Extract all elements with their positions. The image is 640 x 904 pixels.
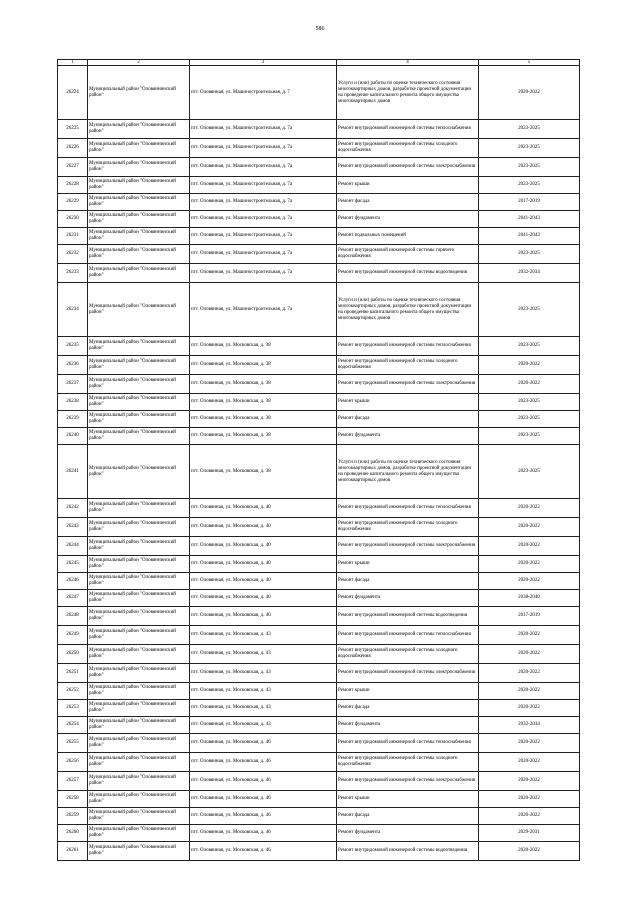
- work-type-cell: Ремонт внутридомовой инженерной системы электроснабжения: [337, 772, 479, 791]
- table-row: [58, 700, 580, 717]
- work-type-cell: Ремонт крыши: [337, 791, 479, 808]
- district-cell: Муниципальный район "Оловяннинский район": [88, 753, 190, 772]
- period-cell: 2023-2025: [479, 120, 580, 139]
- period-cell: 2032-2034: [479, 717, 580, 734]
- district-cell: Муниципальный район "Оловяннинский район": [88, 337, 190, 356]
- district-cell: Муниципальный район "Оловяннинский район": [88, 590, 190, 607]
- table-row: [58, 537, 580, 556]
- table-row: [58, 177, 580, 194]
- table-row: [58, 245, 580, 264]
- table-row: [58, 194, 580, 211]
- work-type-cell: Ремонт внутридомовой инженерной системы водоотведения: [337, 842, 479, 861]
- row-number-cell: 26243: [58, 518, 88, 537]
- row-number-cell: 26259: [58, 808, 88, 825]
- table-row: [58, 645, 580, 664]
- address-cell: пгт. Оловянная, ул. Машиностроительная, д. 7а: [190, 283, 337, 337]
- district-cell: Муниципальный район "Оловяннинский район": [88, 808, 190, 825]
- district-cell: Муниципальный район "Оловяннинский район": [88, 394, 190, 411]
- period-cell: 2017-2019: [479, 194, 580, 211]
- table-row: [58, 356, 580, 375]
- work-type-cell: Ремонт внутридомовой инженерной системы теплоснабжения: [337, 337, 479, 356]
- column-header: 3: [190, 60, 337, 66]
- work-type-cell: Ремонт внутридомовой инженерной системы водоотведения: [337, 264, 479, 283]
- district-cell: Муниципальный район "Оловяннинский район": [88, 283, 190, 337]
- work-type-cell: Ремонт внутридомовой инженерной системы холодного водоснабжения: [337, 139, 479, 158]
- row-number-cell: 26260: [58, 825, 88, 842]
- period-cell: 2020-2022: [479, 573, 580, 590]
- period-cell: 2023-2025: [479, 245, 580, 264]
- period-cell: 2017-2019: [479, 607, 580, 626]
- district-cell: Муниципальный район "Оловяннинский район": [88, 842, 190, 861]
- work-type-cell: Ремонт крыши: [337, 556, 479, 573]
- table-row: [58, 120, 580, 139]
- work-type-cell: Ремонт внутридомовой инженерной системы холодного водоснабжения: [337, 645, 479, 664]
- period-cell: 2020-2022: [479, 518, 580, 537]
- row-number-cell: 26240: [58, 428, 88, 445]
- work-type-cell: Ремонт внутридомовой инженерной системы теплоснабжения: [337, 120, 479, 139]
- district-cell: Муниципальный район "Оловяннинский район": [88, 66, 190, 120]
- address-cell: пгт. Оловянная, ул. Московская, д. 46: [190, 753, 337, 772]
- work-type-cell: Ремонт внутридомовой инженерной системы холодного водоснабжения: [337, 356, 479, 375]
- address-cell: пгт. Оловянная, ул. Московская, д. 43: [190, 717, 337, 734]
- table-row: [58, 337, 580, 356]
- work-type-cell: Ремонт внутридомовой инженерной системы электроснабжения: [337, 664, 479, 683]
- period-cell: 2020-2022: [479, 700, 580, 717]
- row-number-cell: 26224: [58, 66, 88, 120]
- address-cell: пгт. Оловянная, ул. Московская, д. 38: [190, 375, 337, 394]
- district-cell: Муниципальный район "Оловяннинский район": [88, 664, 190, 683]
- address-cell: пгт. Оловянная, ул. Московская, д. 43: [190, 700, 337, 717]
- address-cell: пгт. Оловянная, ул. Московская, д. 43: [190, 664, 337, 683]
- table-row: [58, 394, 580, 411]
- row-number-cell: 26253: [58, 700, 88, 717]
- address-cell: пгт. Оловянная, ул. Московская, д. 46: [190, 825, 337, 842]
- row-number-cell: 26261: [58, 842, 88, 861]
- work-type-cell: Ремонт внутридомовой инженерной системы холодного водоснабжения: [337, 518, 479, 537]
- address-cell: пгт. Оловянная, ул. Московская, д. 40: [190, 518, 337, 537]
- address-cell: пгт. Оловянная, ул. Московская, д. 38: [190, 394, 337, 411]
- table-row: [58, 283, 580, 337]
- table-row: [58, 518, 580, 537]
- row-number-cell: 26232: [58, 245, 88, 264]
- row-number-cell: 26231: [58, 228, 88, 245]
- period-cell: 2038-2040: [479, 590, 580, 607]
- district-cell: Муниципальный район "Оловяннинский район": [88, 556, 190, 573]
- work-type-cell: Ремонт фасада: [337, 194, 479, 211]
- address-cell: пгт. Оловянная, ул. Московская, д. 38: [190, 337, 337, 356]
- table-row: [58, 683, 580, 700]
- row-number-cell: 26227: [58, 158, 88, 177]
- address-cell: пгт. Оловянная, ул. Московская, д. 40: [190, 537, 337, 556]
- row-number-cell: 26228: [58, 177, 88, 194]
- table-row: [58, 445, 580, 499]
- address-cell: пгт. Оловянная, ул. Машиностроительная, д. 7а: [190, 245, 337, 264]
- period-cell: 2020-2022: [479, 791, 580, 808]
- work-type-cell: Ремонт внутридомовой инженерной системы холодного водоснабжения: [337, 753, 479, 772]
- work-type-cell: Ремонт фасада: [337, 411, 479, 428]
- column-header: 5: [479, 60, 580, 66]
- district-cell: Муниципальный район "Оловяннинский район": [88, 356, 190, 375]
- row-number-cell: 26233: [58, 264, 88, 283]
- period-cell: 2020-2022: [479, 772, 580, 791]
- period-cell: 2020-2022: [479, 664, 580, 683]
- period-cell: 2020-2022: [479, 626, 580, 645]
- table-row: [58, 211, 580, 228]
- table-row: [58, 556, 580, 573]
- work-type-cell: Ремонт фасада: [337, 808, 479, 825]
- period-cell: 2020-2022: [479, 753, 580, 772]
- table-row: [58, 626, 580, 645]
- address-cell: пгт. Оловянная, ул. Машиностроительная, д. 7а: [190, 264, 337, 283]
- table-row: [58, 428, 580, 445]
- table-row: [58, 375, 580, 394]
- period-cell: 2041-2043: [479, 228, 580, 245]
- district-cell: Муниципальный район "Оловяннинский район": [88, 573, 190, 590]
- address-cell: пгт. Оловянная, ул. Московская, д. 38: [190, 411, 337, 428]
- district-cell: Муниципальный район "Оловяннинский район": [88, 375, 190, 394]
- period-cell: 2023-2025: [479, 139, 580, 158]
- work-type-cell: Ремонт крыши: [337, 394, 479, 411]
- district-cell: Муниципальный район "Оловяннинский район": [88, 445, 190, 499]
- period-cell: 2023-2025: [479, 445, 580, 499]
- table-row: [58, 66, 580, 120]
- table-row: [58, 791, 580, 808]
- period-cell: 2020-2022: [479, 734, 580, 753]
- district-cell: Муниципальный район "Оловяннинский район": [88, 177, 190, 194]
- address-cell: пгт. Оловянная, ул. Машиностроительная, д. 7а: [190, 228, 337, 245]
- work-type-cell: Ремонт фундамента: [337, 428, 479, 445]
- row-number-cell: 26235: [58, 337, 88, 356]
- table-row: [58, 717, 580, 734]
- district-cell: Муниципальный район "Оловяннинский район": [88, 607, 190, 626]
- district-cell: Муниципальный район "Оловяннинский район": [88, 537, 190, 556]
- district-cell: Муниципальный район "Оловяннинский район": [88, 825, 190, 842]
- row-number-cell: 26249: [58, 626, 88, 645]
- row-number-cell: 26257: [58, 772, 88, 791]
- row-number-cell: 26237: [58, 375, 88, 394]
- period-cell: 2020-2022: [479, 808, 580, 825]
- work-type-cell: Ремонт внутридомовой инженерной системы электроснабжения: [337, 537, 479, 556]
- table-row: [58, 139, 580, 158]
- district-cell: Муниципальный район "Оловяннинский район": [88, 428, 190, 445]
- work-type-cell: Ремонт крыши: [337, 683, 479, 700]
- address-cell: пгт. Оловянная, ул. Машиностроительная, д. 7: [190, 66, 337, 120]
- row-number-cell: 26225: [58, 120, 88, 139]
- table-row: [58, 772, 580, 791]
- work-type-cell: Ремонт фасада: [337, 573, 479, 590]
- table-row: [58, 228, 580, 245]
- row-number-cell: 26248: [58, 607, 88, 626]
- work-type-cell: Ремонт внутридомовой инженерной системы электроснабжения: [337, 375, 479, 394]
- period-cell: 2020-2022: [479, 556, 580, 573]
- table-row: [58, 590, 580, 607]
- period-cell: 2041-2043: [479, 211, 580, 228]
- district-cell: Муниципальный район "Оловяннинский район": [88, 139, 190, 158]
- district-cell: Муниципальный район "Оловяннинский район": [88, 645, 190, 664]
- row-number-cell: 26238: [58, 394, 88, 411]
- row-number-cell: 26255: [58, 734, 88, 753]
- address-cell: пгт. Оловянная, ул. Московская, д. 46: [190, 791, 337, 808]
- table-row: [58, 842, 580, 861]
- page-number: 586: [315, 26, 325, 32]
- table-row: [58, 499, 580, 518]
- district-cell: Муниципальный район "Оловяннинский район": [88, 717, 190, 734]
- address-cell: пгт. Оловянная, ул. Московская, д. 43: [190, 645, 337, 664]
- address-cell: пгт. Оловянная, ул. Московская, д. 46: [190, 772, 337, 791]
- row-number-cell: 26254: [58, 717, 88, 734]
- work-type-cell: Ремонт внутридомовой инженерной системы теплоснабжения: [337, 499, 479, 518]
- work-type-cell: Ремонт фундамента: [337, 825, 479, 842]
- table-row: [58, 264, 580, 283]
- row-number-cell: 26258: [58, 791, 88, 808]
- row-number-cell: 26239: [58, 411, 88, 428]
- row-number-cell: 26250: [58, 645, 88, 664]
- period-cell: 2020-2022: [479, 683, 580, 700]
- work-type-cell: Ремонт внутридомовой инженерной системы теплоснабжения: [337, 734, 479, 753]
- table-row: [58, 607, 580, 626]
- period-cell: 2020-2022: [479, 645, 580, 664]
- row-number-cell: 26252: [58, 683, 88, 700]
- row-number-cell: 26230: [58, 211, 88, 228]
- district-cell: Муниципальный район "Оловяннинский район": [88, 772, 190, 791]
- address-cell: пгт. Оловянная, ул. Московская, д. 38: [190, 356, 337, 375]
- row-number-cell: 26245: [58, 556, 88, 573]
- work-type-cell: Ремонт фундамента: [337, 717, 479, 734]
- period-cell: 2032-2034: [479, 264, 580, 283]
- period-cell: 2023-2025: [479, 283, 580, 337]
- period-cell: 2023-2025: [479, 337, 580, 356]
- row-number-cell: 26229: [58, 194, 88, 211]
- repair-schedule-table: [57, 59, 580, 861]
- period-cell: 2020-2022: [479, 375, 580, 394]
- table-row: [58, 808, 580, 825]
- table-row: [58, 664, 580, 683]
- table-row: [58, 411, 580, 428]
- district-cell: Муниципальный район "Оловяннинский район": [88, 518, 190, 537]
- address-cell: пгт. Оловянная, ул. Московская, д. 38: [190, 428, 337, 445]
- district-cell: Муниципальный район "Оловяннинский район": [88, 626, 190, 645]
- column-header: 1: [58, 60, 88, 66]
- work-type-cell: Услуги и (или) работы по оценке технического состояния многоквартирных домов, разработке проектной документации на проведение капитального ремонта общего имущества многоквартирных домов: [337, 445, 479, 499]
- work-type-cell: Ремонт внутридомовой инженерной системы водоотведения: [337, 607, 479, 626]
- row-number-cell: 26234: [58, 283, 88, 337]
- address-cell: пгт. Оловянная, ул. Московская, д. 40: [190, 573, 337, 590]
- row-number-cell: 26226: [58, 139, 88, 158]
- column-header: 2: [88, 60, 190, 66]
- district-cell: Муниципальный район "Оловяннинский район": [88, 245, 190, 264]
- period-cell: 2020-2022: [479, 499, 580, 518]
- address-cell: пгт. Оловянная, ул. Машиностроительная, д. 7а: [190, 139, 337, 158]
- address-cell: пгт. Оловянная, ул. Московская, д. 43: [190, 626, 337, 645]
- period-cell: 2029-2031: [479, 825, 580, 842]
- period-cell: 2020-2022: [479, 66, 580, 120]
- address-cell: пгт. Оловянная, ул. Московская, д. 40: [190, 607, 337, 626]
- table-row: [58, 158, 580, 177]
- period-cell: 2020-2022: [479, 537, 580, 556]
- work-type-cell: Ремонт внутридомовой инженерной системы горячего водоснабжения: [337, 245, 479, 264]
- district-cell: Муниципальный район "Оловяннинский район": [88, 700, 190, 717]
- address-cell: пгт. Оловянная, ул. Московская, д. 46: [190, 734, 337, 753]
- work-type-cell: Ремонт фундамента: [337, 211, 479, 228]
- work-type-cell: Ремонт подвальных помещений: [337, 228, 479, 245]
- period-cell: 2020-2022: [479, 842, 580, 861]
- address-cell: пгт. Оловянная, ул. Машиностроительная, д. 7а: [190, 177, 337, 194]
- district-cell: Муниципальный район "Оловяннинский район": [88, 411, 190, 428]
- row-number-cell: 26256: [58, 753, 88, 772]
- work-type-cell: Ремонт внутридомовой инженерной системы электроснабжения: [337, 158, 479, 177]
- row-number-cell: 26246: [58, 573, 88, 590]
- period-cell: 2020-2022: [479, 356, 580, 375]
- address-cell: пгт. Оловянная, ул. Московская, д. 46: [190, 842, 337, 861]
- district-cell: Муниципальный район "Оловяннинский район": [88, 211, 190, 228]
- work-type-cell: Ремонт фундамента: [337, 590, 479, 607]
- period-cell: 2023-2025: [479, 394, 580, 411]
- work-type-cell: Ремонт фасада: [337, 700, 479, 717]
- work-type-cell: Услуги и (или) работы по оценке технического состояния многоквартирных домов, разработке проектной документации на проведение капитального ремонта общего имущества многоквартирных домов: [337, 66, 479, 120]
- row-number-cell: 26242: [58, 499, 88, 518]
- district-cell: Муниципальный район "Оловяннинский район": [88, 264, 190, 283]
- row-number-cell: 26251: [58, 664, 88, 683]
- district-cell: Муниципальный район "Оловяннинский район": [88, 734, 190, 753]
- district-cell: Муниципальный район "Оловяннинский район": [88, 158, 190, 177]
- address-cell: пгт. Оловянная, ул. Машиностроительная, д. 7а: [190, 194, 337, 211]
- district-cell: Муниципальный район "Оловяннинский район": [88, 683, 190, 700]
- district-cell: Муниципальный район "Оловяннинский район": [88, 194, 190, 211]
- row-number-cell: 26244: [58, 537, 88, 556]
- district-cell: Муниципальный район "Оловяннинский район": [88, 228, 190, 245]
- table-row: [58, 753, 580, 772]
- work-type-cell: Ремонт внутридомовой инженерной системы теплоснабжения: [337, 626, 479, 645]
- district-cell: Муниципальный район "Оловяннинский район": [88, 120, 190, 139]
- period-cell: 2023-2025: [479, 177, 580, 194]
- period-cell: 2023-2025: [479, 158, 580, 177]
- period-cell: 2023-2025: [479, 411, 580, 428]
- table-row: [58, 573, 580, 590]
- district-cell: Муниципальный район "Оловяннинский район": [88, 499, 190, 518]
- district-cell: Муниципальный район "Оловяннинский район": [88, 791, 190, 808]
- table-row: [58, 734, 580, 753]
- address-cell: пгт. Оловянная, ул. Московская, д. 43: [190, 683, 337, 700]
- address-cell: пгт. Оловянная, ул. Московская, д. 40: [190, 590, 337, 607]
- row-number-cell: 26241: [58, 445, 88, 499]
- row-number-cell: 26247: [58, 590, 88, 607]
- table-row: [58, 825, 580, 842]
- address-cell: пгт. Оловянная, ул. Московская, д. 46: [190, 808, 337, 825]
- work-type-cell: Услуги и (или) работы по оценке технического состояния многоквартирных домов, разработке проектной документации на проведение капитального ремонта общего имущества многоквартирных домов: [337, 283, 479, 337]
- address-cell: пгт. Оловянная, ул. Московская, д. 40: [190, 556, 337, 573]
- address-cell: пгт. Оловянная, ул. Московская, д. 40: [190, 499, 337, 518]
- period-cell: 2023-2025: [479, 428, 580, 445]
- address-cell: пгт. Оловянная, ул. Московская, д. 38: [190, 445, 337, 499]
- address-cell: пгт. Оловянная, ул. Машиностроительная, д. 7а: [190, 158, 337, 177]
- address-cell: пгт. Оловянная, ул. Машиностроительная, д. 7а: [190, 120, 337, 139]
- address-cell: пгт. Оловянная, ул. Машиностроительная, д. 7а: [190, 211, 337, 228]
- row-number-cell: 26236: [58, 356, 88, 375]
- column-header: 4: [337, 60, 479, 66]
- work-type-cell: Ремонт крыши: [337, 177, 479, 194]
